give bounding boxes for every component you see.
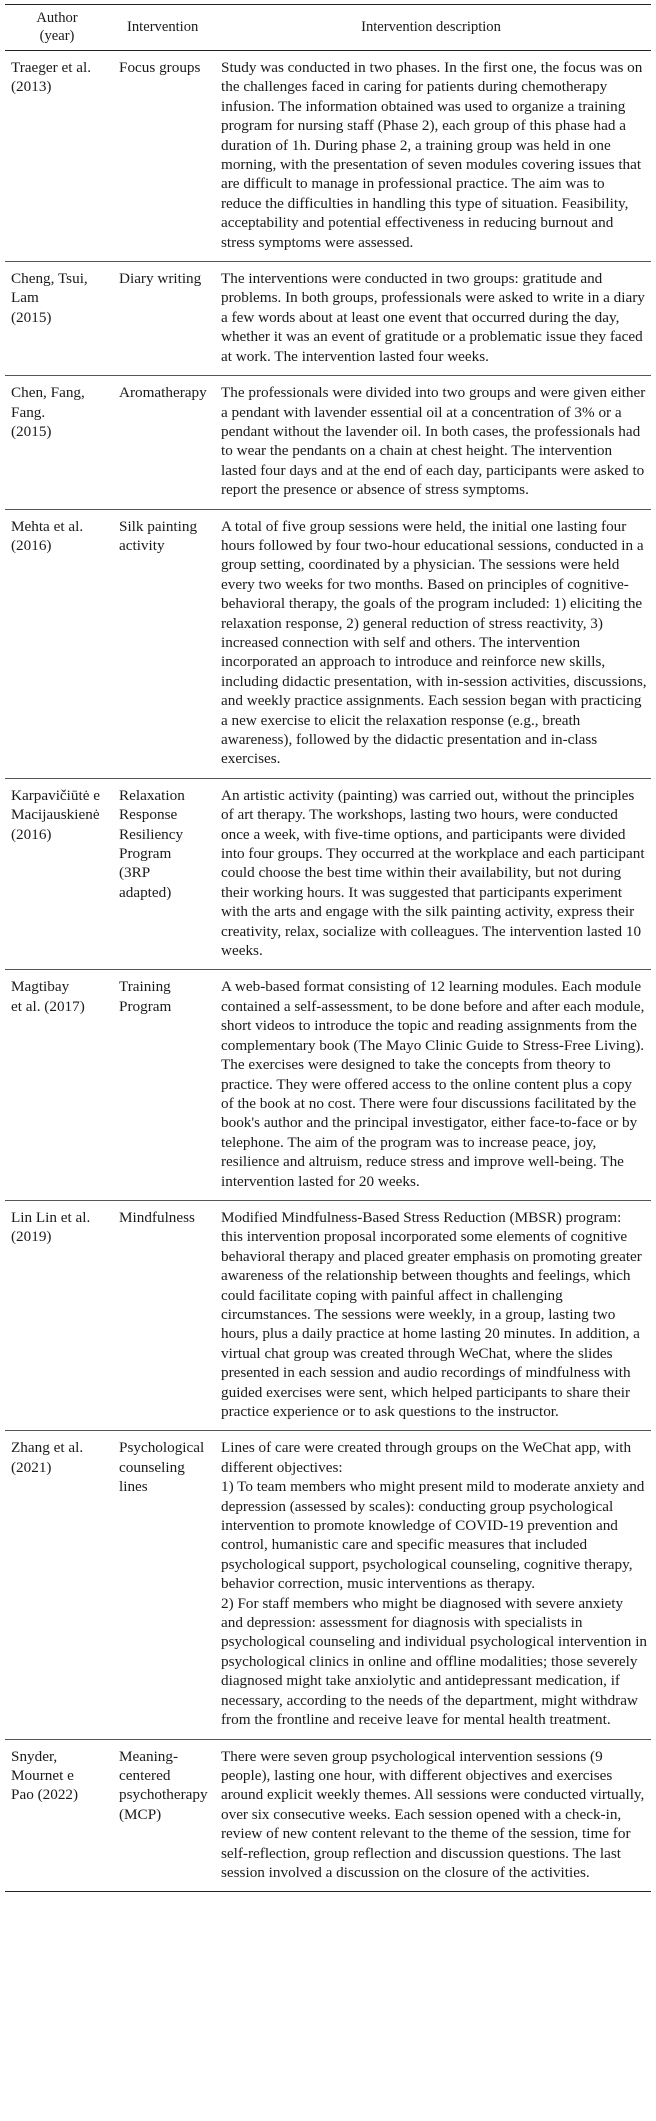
author-year-line: (2015) [11,308,52,326]
intervention-line: Response [119,806,178,824]
table-row [5,970,651,1200]
author-year-line: Karpavičiūtė e [11,786,100,804]
author-year-cell [5,376,109,509]
intervention-header: Intervention [127,19,199,35]
table-body [5,51,651,1892]
description-header: Intervention description [361,19,501,35]
author-year-cell [5,1200,109,1430]
intervention-cell [109,970,211,1200]
description-paragraph: 1) To team members who might present mild to moderate anxiety and depression (assessed by scales): conducting group psychological intervention to promote knowledge of COVID-19 prevention and control, humanistic care and specific measures that included psychological support, psychological counseling, cognitive therapy, behavior correction, music interventions as therapy. [221,1478,645,1593]
description-cell [211,262,651,376]
intervention-line: Resiliency [119,825,184,843]
intervention-line: Relaxation [119,786,185,804]
intervention-cell [109,778,211,970]
description-paragraph: 2) For staff members who might be diagnosed with severe anxiety and depression: assessment for diagnosis with specialists in psychological counseling and individual psychological intervention in psychological clinics in online and offline modalities; those severely diagnosed might take anxiolytic and antidepressant medication, if necessary, according to the needs of the department, might withdraw from the frontline and receive leave for mental health treatment. [221,1594,648,1729]
description-paragraph: A total of five group sessions were held, the initial one lasting four hours followed by four two-hour educational sessions, conducted in a group setting, coordinated by a physician. The sessions were held every two weeks for two months. Based on principles of cognitive-behavioral therapy, the goals of the program included: 1) eliciting the relaxation response, 2) general reduction of stress reactivity, 3) increased connection with self and others. The intervention incorporated an approach to introduce and reinforce new skills, including didactic presentation, with in-session activities, discussions, and weekly practice assignments. Each session began with practicing a new exercise to elicit the relaxation response (e.g., breath awareness), followed by the didactic presentation and in-class exercises. [221,517,647,768]
intervention-cell [109,1739,211,1892]
author-year-line: (2016) [11,825,52,843]
description-paragraph: A web-based format consisting of 12 learning modules. Each module contained a self-assessment, to be done before and after each module, short videos to introduce the topic and reading assignments from the complementary book (The Mayo Clinic Guide to Stress-Free Living). The exercises were designed to take the concepts from theory to practice. They were offered access to the online content plus a copy of the book at no cost. There were four discussions facilitated by the book's author and the principal investigator, either face-to-face or by telephone. The aim of the program was to increase peace, joy, resilience and altruism, reduce stress and improve well-being. The intervention lasted for 20 weeks. [221,978,645,1190]
table-row [5,1739,651,1892]
description-cell [211,1431,651,1739]
author-year-line: Snyder, [11,1747,58,1765]
description-paragraph: Modified Mindfulness-Based Stress Reduction (MBSR) program: this intervention proposal incorporated some elements of cognitive behavioral therapy and placed greater emphasis on promoting greater awareness of the relationship between thoughts and feelings, which could facilitate coping with painful affect in challenging circumstances. The sessions were weekly, in a group, lasting two hours, plus a daily practice at home lasting 20 minutes. In addition, a virtual chat group was created through WeChat, where the slides presented in each session and audio recordings of mindfulness with guided exercises were sent, which helped participants to share their practice experience or to ask questions to the instructor. [221,1208,642,1420]
intervention-line: counseling [119,1458,185,1476]
author-year-line: Lam [11,289,39,307]
author-year-line: Fang. [11,403,46,421]
author-year-cell [5,1739,109,1892]
table-row [5,509,651,778]
description-cell [211,778,651,970]
intervention-line: Training [119,978,171,996]
author-year-cell [5,1431,109,1739]
intervention-line: centered [119,1766,171,1784]
table-header [5,5,651,51]
intervention-line: lines [119,1478,148,1496]
description-paragraph: The interventions were conducted in two groups: gratitude and problems. In both groups, professionals were asked to write in a diary a few words about at least one event that occurred during the day, whether it was an event of gratitude or a problematic issue they faced at work. The intervention lasted four weeks. [221,270,645,365]
description-cell [211,1739,651,1892]
description-paragraph: The professionals were divided into two groups and were given either a pendant with lavender essential oil at a concentration of 3% or a pendant without the lavender oil. In both cases, the professionals had to wear the pendants on a chain at chest height. The intervention lasted four days and at the end of each day, participants were asked to report the presence or absence of stress symptoms. [221,384,646,499]
author-header-label: Author [36,10,78,26]
author-year-line: (2016) [11,536,52,554]
intervention-cell [109,262,211,376]
author-year-line: Mournet e [11,1766,74,1784]
intervention-line: Mindfulness [119,1208,195,1226]
table-row [5,376,651,509]
description-paragraph: There were seven group psychological intervention sessions (9 people), lasting one hour, with different objectives and exercises around explicit weekly themes. All sessions were conducted virtually, over six consecutive weeks. Each session opened with a check-in, review of new content relevant to the theme of the session, time for self-reflection, group reflection and discussion questions. The last session involved a discussion on the closure of the activities. [221,1747,645,1881]
author-year-line: (2021) [11,1458,52,1476]
author-year-line: Magtibay [11,978,70,996]
author-year-line: Cheng, Tsui, [11,270,88,288]
intervention-line: Psychological [119,1439,205,1457]
author-year-line: Chen, Fang, [11,384,85,402]
author-year-cell [5,262,109,376]
intervention-cell [109,376,211,509]
year-header-label: (year) [39,28,75,44]
description-cell [211,51,651,262]
description-paragraph: Study was conducted in two phases. In the first one, the focus was on the challenges faced in caring for patients during chemotherapy infusion. The information obtained was used to organize a training program for nursing staff (Phase 2), each group of this phase had a duration of 1h. During phase 2, a training group was held in one morning, with the presentation of seven modules covering issues that are difficult to manage in professional practice. The aim was to reduce the difficulties in handling this type of situation. Feasibility, acceptability and potential effectiveness in reducing burnout and stress symptoms were assessed. [221,59,643,251]
description-paragraph: An artistic activity (painting) was carried out, without the principles of art therapy. The workshops, lasting two hours, were conducted once a week, with five-time options, and participants were divided into four groups. They occurred at the workplace and each participant could choose the best time within their availability, but not during their working hours. It was suggested that participants experiment with the arts and engage with the silk painting activity, express their creativity, relax, socialize with colleagues. The intervention lasted 10 weeks. [221,786,645,960]
author-year-line: Mehta et al. [11,517,84,535]
description-paragraph: Lines of care were created through groups on the WeChat app, with different objectives: [221,1439,632,1476]
author-year-header [5,5,109,51]
author-year-line: et al. (2017) [11,997,85,1015]
description-cell [211,509,651,778]
author-year-line: Zhang et al. [11,1439,84,1457]
description-cell [211,376,651,509]
intervention-line: Diary writing [119,270,202,288]
intervention-line: Meaning- [119,1747,179,1765]
table-row [5,778,651,970]
intervention-line: (MCP) [119,1805,162,1823]
author-year-line: Pao (2022) [11,1786,79,1804]
table-row [5,1431,651,1739]
intervention-line: Program (3RP [119,845,172,882]
author-year-line: Traeger et al. [11,59,91,76]
intervention-line: adapted) [119,883,172,901]
intervention-line: Focus groups [119,59,201,76]
author-year-line: (2019) [11,1228,52,1246]
intervention-line: Aromatherapy [119,384,207,402]
description-cell [211,970,651,1200]
author-year-cell [5,778,109,970]
author-year-line: (2015) [11,422,52,440]
intervention-line: Program [119,997,172,1015]
intervention-line: psychotherapy [119,1786,208,1804]
author-year-line: Lin Lin et al. [11,1208,91,1226]
table-row [5,51,651,262]
author-year-line: (2013) [11,78,52,96]
intervention-line: Silk painting [119,517,198,535]
author-year-cell [5,970,109,1200]
intervention-cell [109,51,211,262]
intervention-cell [109,1200,211,1430]
intervention-cell [109,1431,211,1739]
table-row [5,1200,651,1430]
interventions-table [5,4,651,1892]
intervention-line: activity [119,536,165,554]
author-year-line: Macijauskienė [11,806,100,824]
author-year-cell [5,509,109,778]
author-year-cell [5,51,109,262]
intervention-cell [109,509,211,778]
description-cell [211,1200,651,1430]
table-row [5,262,651,376]
